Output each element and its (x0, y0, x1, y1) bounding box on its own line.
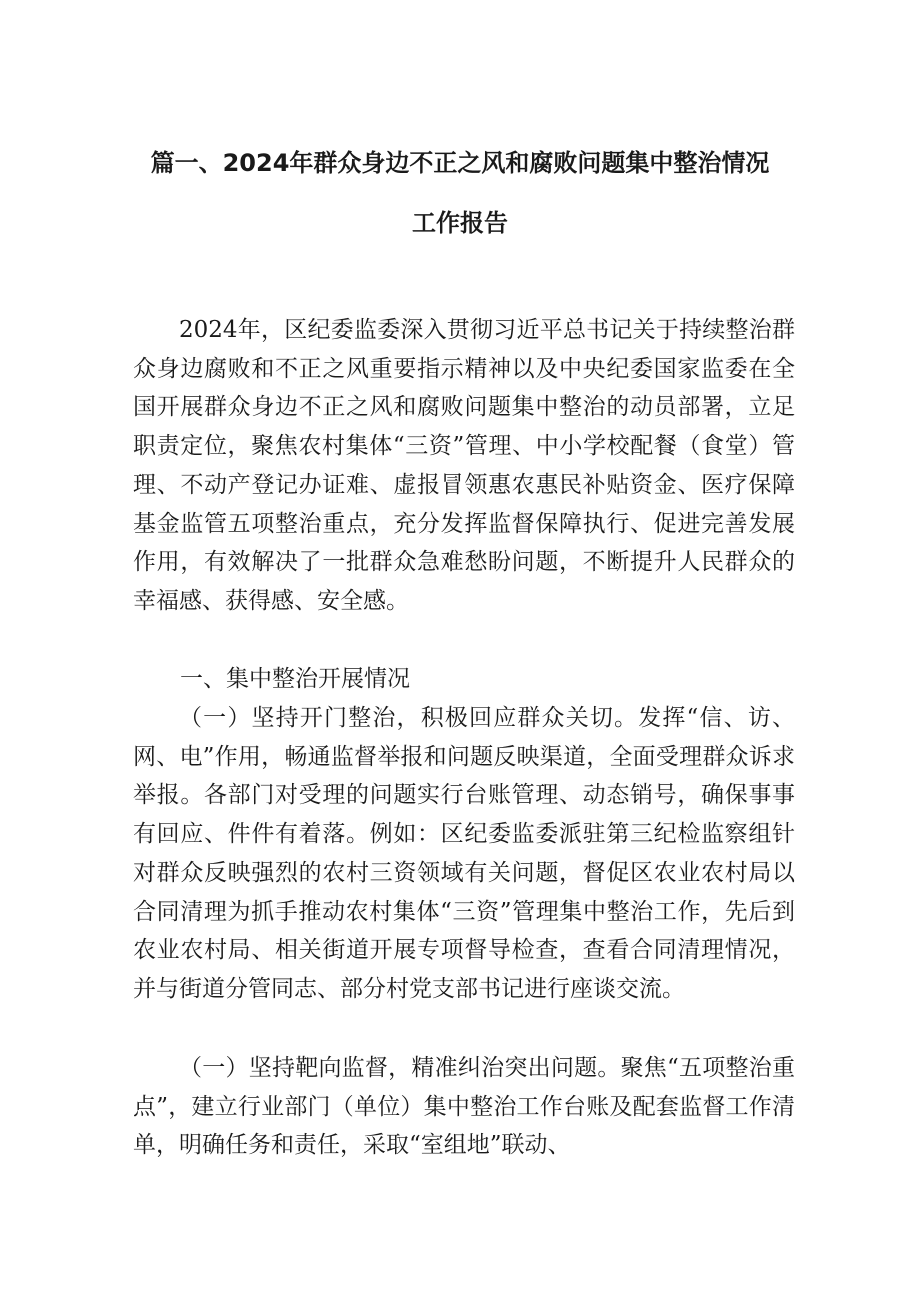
document-title-line-2: 工作报告 (412, 209, 508, 237)
intro-paragraph: 2024年，区纪委监委深入贯彻习近平总书记关于持续整治群众身边腐败和不正之风重要指示精神以及中央纪委国家监委在全国开展群众身边不正之风和腐败问题集中整治的动员部署，立足职责定位，聚焦农村集体“三资”管理、中小学校配餐（食堂）管理、不动产登记办证难、虚报冒领惠农惠民补贴资金、医疗保障基金监管五项整治重点，充分发挥监督保障执行、促进完善发展作用，有效解决了一批群众急难愁盼问题，不断提升人民群众的幸福感、获得感、安全感。 (133, 317, 795, 614)
body-paragraph-2: （一）坚持靶向监督，精准纠治突出问题。聚焦“五项整治重点”，建立行业部门（单位）集中整治工作台账及配套监督工作清单，明确任务和责任，采取“室组地”联动、 (133, 1055, 795, 1159)
section-heading: 一、集中整治开展情况 (180, 666, 410, 692)
body-paragraph-1: （一）坚持开门整治，积极回应群众关切。发挥“信、访、网、电”作用，畅通监督举报和问题反映渠道，全面受理群众诉求举报。各部门对受理的问题实行台账管理、动态销号，确保事事有回应、件件有着落。例如：区纪委监委派驻第三纪检监察组针对群众反映强烈的农村三资领域有关问题，督促区农业农村局以合同清理为抓手推动农村集体“三资”管理集中整治工作，先后到农业农村局、相关街道开展专项督导检查，查看合同清理情况，并与街道分管同志、部分村党支部书记进行座谈交流。 (133, 705, 795, 1002)
document-title-line-1: 篇一、2024年群众身边不正之风和腐败问题集中整治情况 (150, 149, 770, 177)
